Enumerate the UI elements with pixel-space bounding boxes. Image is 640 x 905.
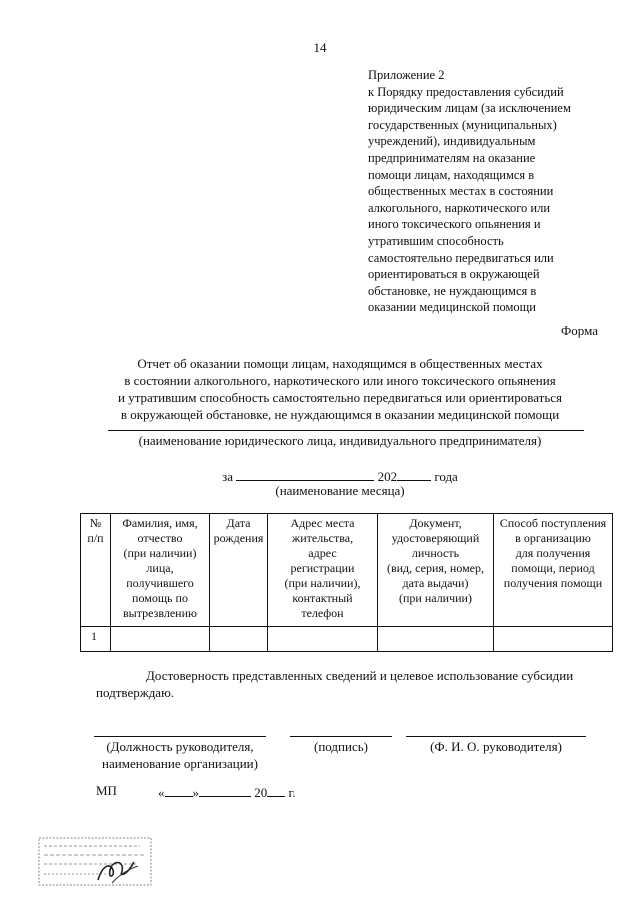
day-field[interactable]	[165, 783, 193, 797]
appendix-line: иного токсического опьянения и	[368, 217, 541, 232]
table-header-cell: Фамилия, имя, отчество (при наличии) лица, получившего помощь по вытрезвлению	[111, 514, 210, 627]
table-header-cell: Способ поступления в организацию для получения помощи, период получения помощи	[494, 514, 613, 627]
report-title-line: и утратившим способность самостоятельно передвигаться или ориентироваться	[117, 390, 563, 405]
table-cell[interactable]	[378, 627, 494, 652]
period-prefix: за	[222, 469, 234, 484]
form-label: Форма	[561, 323, 598, 338]
table-cell: 1	[81, 627, 111, 652]
signature-field[interactable]	[290, 736, 392, 737]
appendix-block	[368, 67, 618, 316]
appendix-line: самостоятельно передвигаться или	[368, 250, 554, 265]
table-cell[interactable]	[494, 627, 613, 652]
org-name-field[interactable]	[108, 430, 584, 431]
appendix-line: помощи лицам, находящимся в	[368, 167, 535, 182]
year-field[interactable]	[397, 467, 431, 481]
report-title-line: Отчет об оказании помощи лицам, находящимся в общественных местах	[137, 356, 543, 371]
position-caption: (Должность руководителя, наименование организации)	[102, 739, 258, 771]
appendix-line: общественных местах в состоянии	[368, 184, 554, 199]
table-header-cell: Адрес места жительства, адрес регистрации (при наличии), контактный телефон	[268, 514, 378, 627]
appendix-line: предпринимателям на оказание	[368, 150, 536, 165]
table-header-cell: № п/п	[81, 514, 111, 627]
table-header-row	[81, 514, 613, 627]
appendix-line: оказании медицинской помощи	[368, 300, 536, 315]
date-line	[158, 783, 296, 801]
report-title-line: в окружающей обстановке, не нуждающимся в оказании медицинской помощи	[120, 407, 560, 422]
table-header-cell: Документ, удостоверяющий личность (вид, серия, номер, дата выдачи) (при наличии)	[378, 514, 494, 627]
report-title	[60, 355, 620, 423]
appendix-line: учреждений), индивидуальным	[368, 134, 536, 149]
date-open-quote: «	[158, 785, 165, 800]
report-title-line: в состоянии алкогольного, наркотического или иного токсического опьянения	[124, 373, 556, 388]
appendix-line: государственных (муниципальных)	[368, 117, 557, 132]
position-field[interactable]	[94, 736, 266, 737]
date-close-quote: »	[192, 785, 199, 800]
report-table	[80, 513, 613, 652]
name-caption: (Ф. И. О. руководителя)	[430, 739, 562, 754]
period-suffix: года	[434, 469, 458, 484]
org-name-caption: (наименование юридического лица, индивидуального предпринимателя)	[138, 433, 542, 448]
table-cell[interactable]	[268, 627, 378, 652]
date-month-field[interactable]	[199, 783, 251, 797]
appendix-line: юридическим лицам (за исключением	[368, 101, 571, 116]
period-year-prefix: 202	[377, 469, 398, 484]
month-caption: (наименование месяца)	[275, 483, 405, 498]
appendix-line: Приложение 2	[368, 68, 445, 82]
table-cell[interactable]	[210, 627, 268, 652]
date-year-prefix: 20	[254, 785, 268, 800]
appendix-line: алкогольного, наркотического или	[368, 200, 551, 215]
appendix-line: ориентироваться в окружающей	[368, 267, 540, 282]
table-row	[81, 627, 613, 652]
table-header-cell: Дата рождения	[210, 514, 268, 627]
appendix-line: к Порядку предоставления субсидий	[368, 84, 564, 99]
confirmation-text	[60, 667, 620, 701]
month-field[interactable]	[236, 467, 374, 481]
appendix-line: обстановке, не нуждающимся в	[368, 283, 537, 298]
name-field[interactable]	[406, 736, 586, 737]
page-number: 14	[313, 40, 327, 55]
table-cell[interactable]	[111, 627, 210, 652]
appendix-line: утратившим способность	[368, 233, 504, 248]
confirmation-line: Достоверность представленных сведений и целевое использование субсидии	[146, 668, 574, 683]
date-year-field[interactable]	[267, 783, 285, 797]
certification-stamp-icon	[38, 836, 154, 888]
signature-caption: (подпись)	[314, 739, 368, 754]
confirmation-line: подтверждаю.	[96, 685, 175, 700]
date-suffix: г.	[288, 785, 296, 800]
seal-label: МП	[96, 783, 117, 798]
